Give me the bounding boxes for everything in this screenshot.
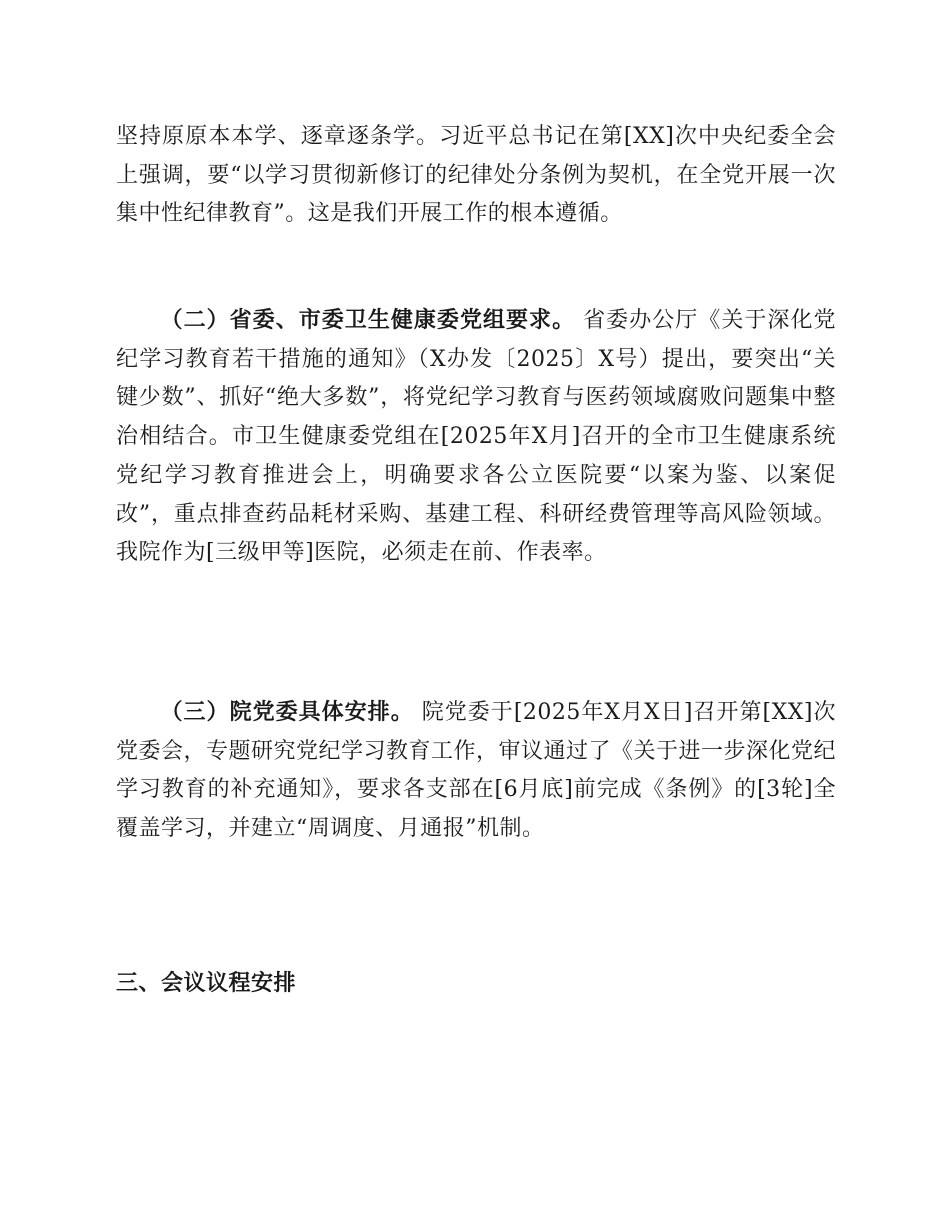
paragraph-2-text: 省委办公厅《关于深化党纪学习教育若干措施的通知》（X办发〔2025〕X号）提出，要突出“关键少数”、抓好“绝大多数”，将党纪学习教育与医药领域腐败问题集中整治相结合。市卫生健康委党组在[2025年X月]召开的全市卫生健康系统党纪学习教育推进会上，明确要求各公立医院要“以案为鉴、以案促改”，重点排查药品耗材采购、基建工程、科研经费管理等高风险领域。我院作为[三级甲等]医院，必须走在前、作表率。 (116, 308, 836, 566)
paragraph-continuation (116, 118, 836, 234)
paragraph-3-lead-heading: （三）院党委具体安排。 (160, 700, 414, 725)
paragraph-hospital-arrangements (116, 694, 836, 849)
section-heading-agenda: 三、会议议程安排 (116, 971, 297, 996)
paragraph-3-text: 院党委于[2025年X月X日]召开第[XX]次党委会，专题研究党纪学习教育工作，审议通过了《关于进一步深化党纪学习教育的补充通知》，要求各支部在[6月底]前完成《条例》的[3轮]全覆盖学习，并建立“周调度、月通报”机制。 (116, 700, 837, 842)
paragraph-2-lead-heading: （二）省委、市委卫生健康委党组要求。 (160, 308, 576, 333)
paragraph-1-text: 坚持原原本本学、逐章逐条学。习近平总书记在第[XX]次中央纪委全会上强调，要“以学习贯彻新修订的纪律处分条例为契机，在全党开展一次集中性纪律教育”。这是我们开展工作的根本遵循。 (116, 124, 836, 227)
paragraph-provincial-requirements (116, 302, 836, 573)
